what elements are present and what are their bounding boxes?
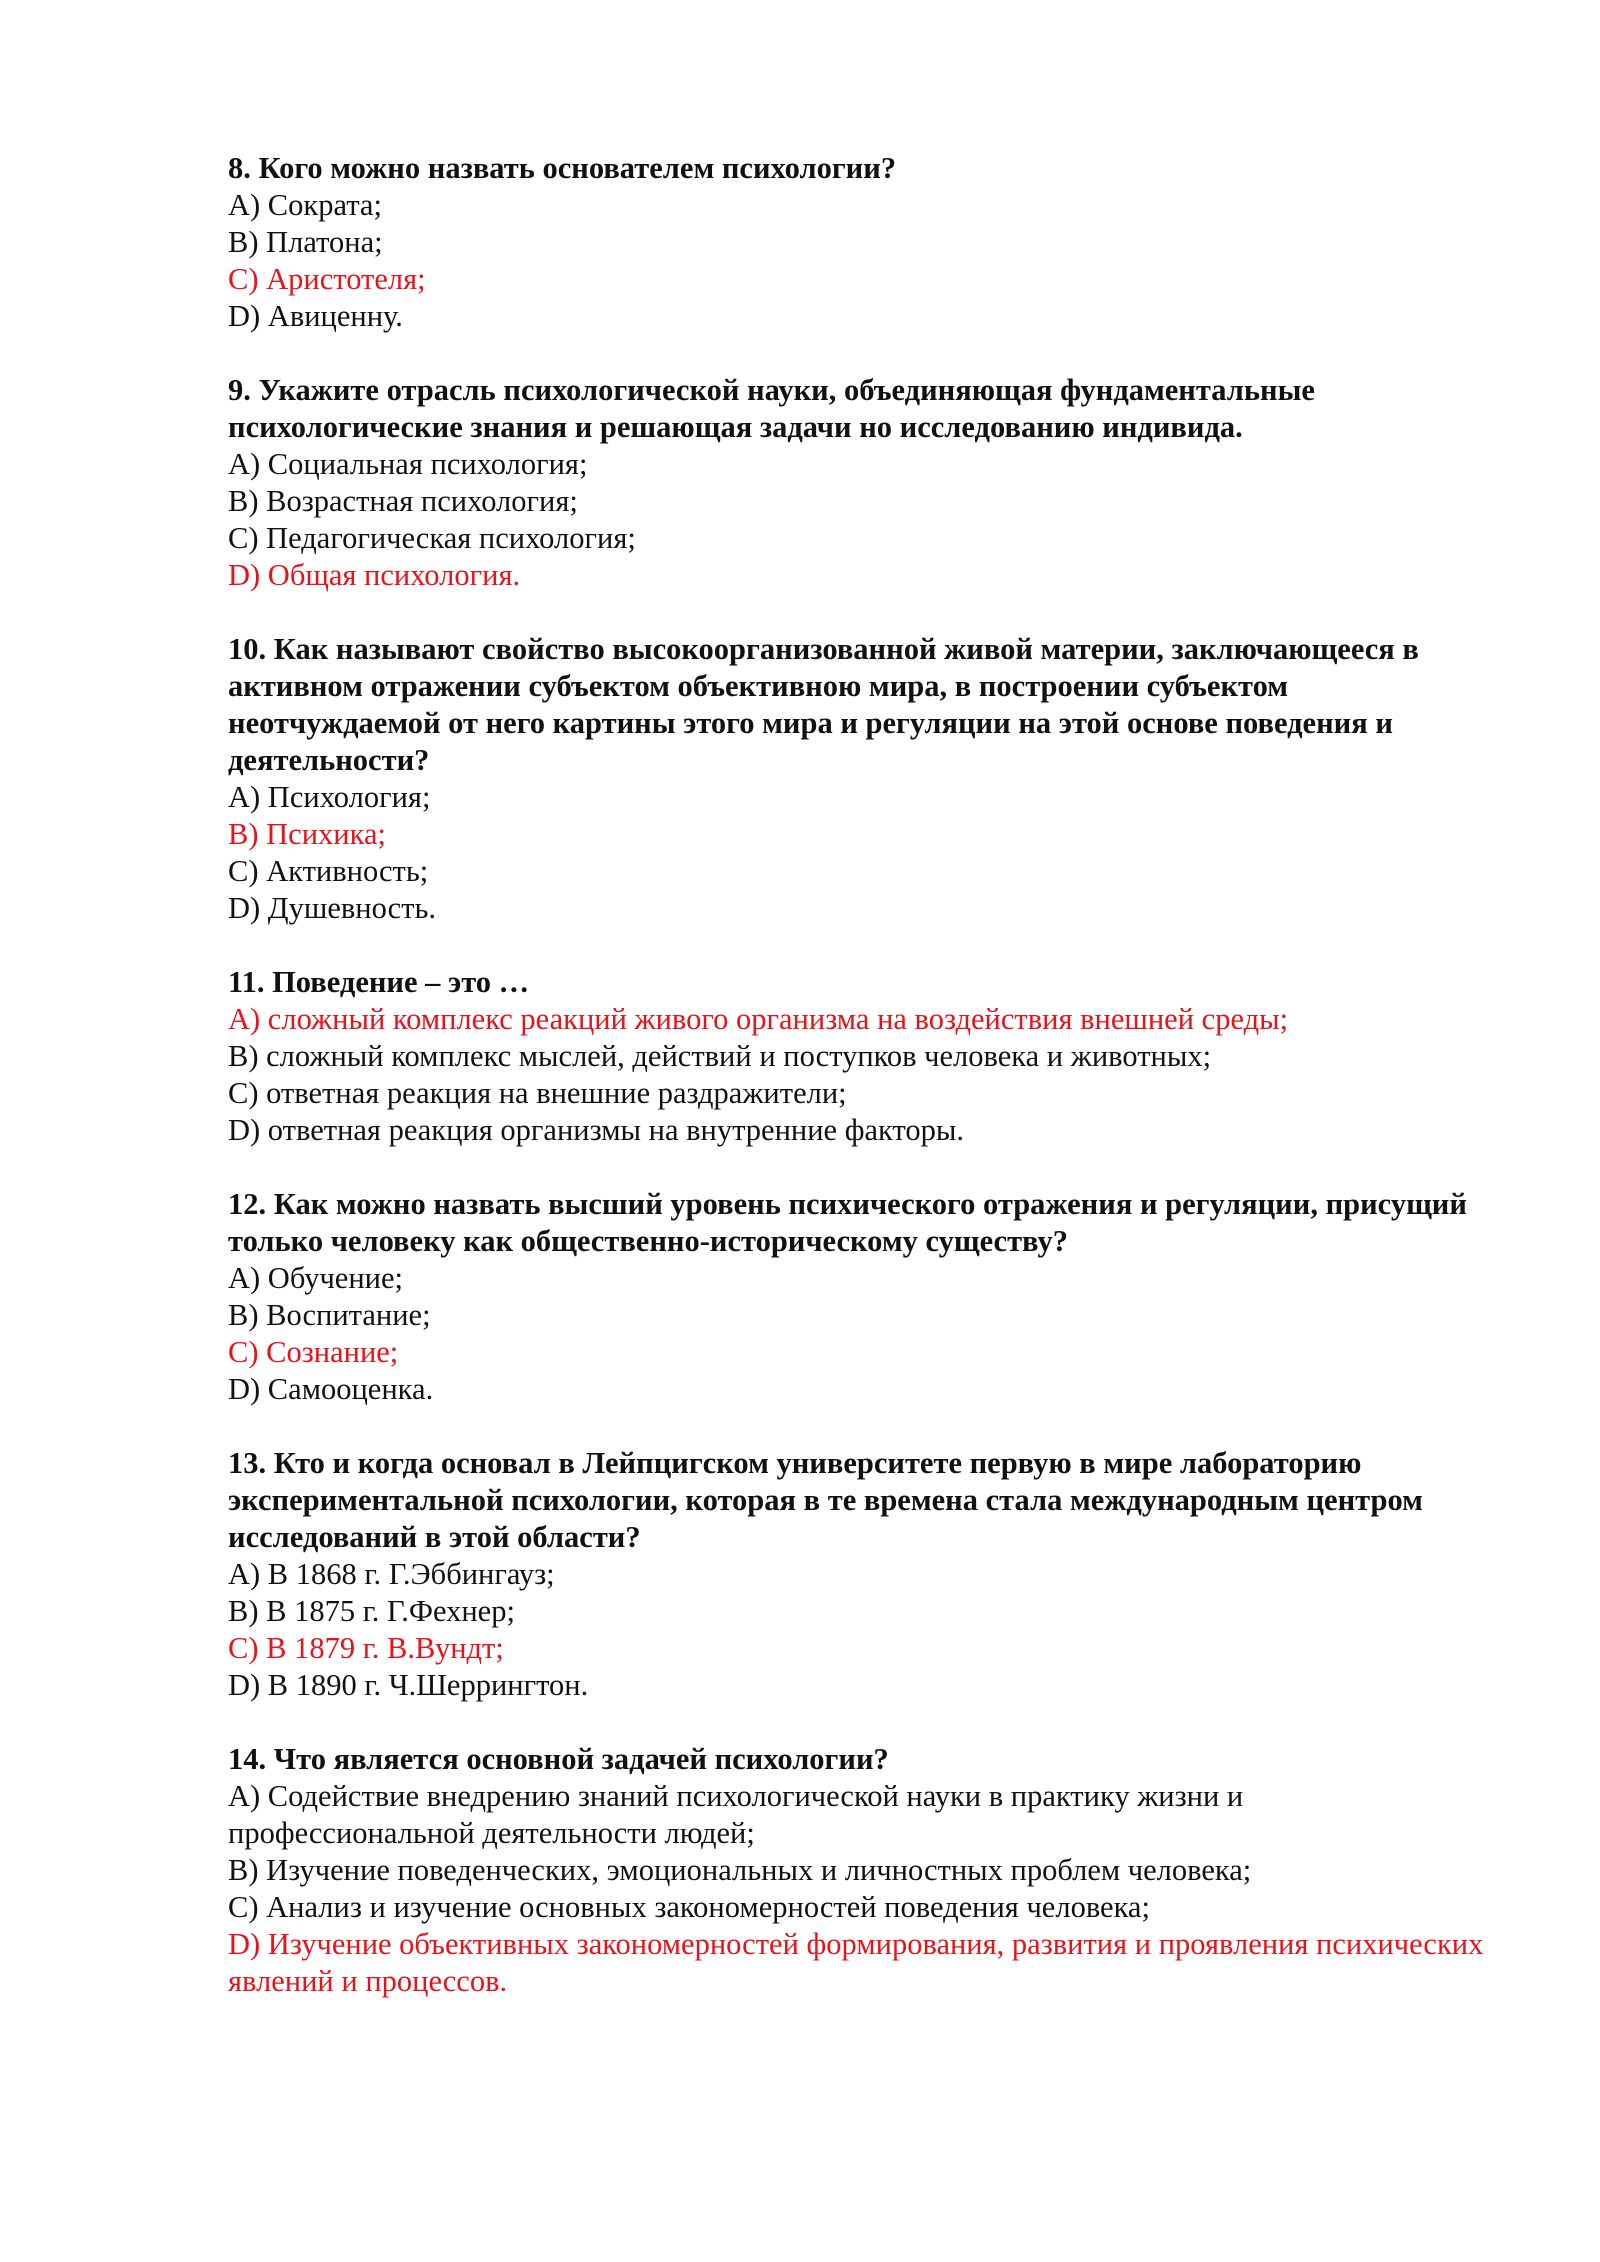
answer-option: D) В 1890 г. Ч.Шеррингтон. <box>228 1668 589 1702</box>
correct-answer-option: D) Общая психология. <box>228 558 521 592</box>
document-page <box>228 150 1488 2037</box>
answer-options <box>228 187 1488 335</box>
answer-option: D) Авиценну. <box>228 299 403 333</box>
answer-option: A) Психология; <box>228 780 431 814</box>
answer-option: B) Изучение поведенческих, эмоциональных и личностных проблем человека; <box>228 1853 1252 1887</box>
correct-answer-option: C) Аристотеля; <box>228 262 426 296</box>
answer-options <box>228 779 1488 927</box>
answer-option: B) Платона; <box>228 225 383 259</box>
answer-options <box>228 1778 1488 2000</box>
answer-option: C) Активность; <box>228 854 429 888</box>
answer-option: B) В 1875 г. Г.Фехнер; <box>228 1594 515 1628</box>
answer-option: C) Анализ и изучение основных закономерностей поведения человека; <box>228 1890 1150 1924</box>
answer-options <box>228 1260 1488 1408</box>
question-text: 9. Укажите отрасль психологической науки, объединяющая фундаментальные психологические знания и решающая задачи но исследованию индивида. <box>228 373 1315 444</box>
correct-answer-option: A) сложный комплекс реакций живого организма на воздействия внешней среды; <box>228 1002 1289 1036</box>
answer-option: D) Душевность. <box>228 891 437 925</box>
question-text: 11. Поведение – это … <box>228 965 530 999</box>
answer-option: A) Обучение; <box>228 1261 403 1295</box>
question-block <box>228 150 1488 335</box>
correct-answer-option: C) Сознание; <box>228 1335 399 1369</box>
question-text: 13. Кто и когда основал в Лейпцигском университете первую в мире лабораторию экспериментальной психологии, которая в те времена стала международным центром исследований в этой области? <box>228 1446 1423 1554</box>
answer-option: B) Возрастная психология; <box>228 484 578 518</box>
question-text: 10. Как называют свойство высокоорганизованной живой материи, заключающееся в активном отражении субъектом объективною мира, в построении субъектом неотчуждаемой от него картины этого мира и регуляции на этой основе поведения и деятельности? <box>228 632 1419 777</box>
question-text: 8. Кого можно назвать основателем психологии? <box>228 151 897 185</box>
answer-option: A) В 1868 г. Г.Эббингауз; <box>228 1557 555 1591</box>
answer-option: A) Социальная психология; <box>228 447 588 481</box>
correct-answer-option: D) Изучение объективных закономерностей формирования, развития и проявления психических явлений и процессов. <box>228 1927 1484 1998</box>
question-block <box>228 1741 1488 2000</box>
question-block <box>228 372 1488 594</box>
answer-option: A) Содействие внедрению знаний психологической науки в практику жизни и профессиональной деятельности людей; <box>228 1779 1244 1850</box>
question-text: 14. Что является основной задачей психологии? <box>228 1742 889 1776</box>
answer-option: B) сложный комплекс мыслей, действий и поступков человека и животных; <box>228 1039 1212 1073</box>
answer-options <box>228 1001 1488 1149</box>
correct-answer-option: B) Психика; <box>228 817 386 851</box>
answer-option: C) ответная реакция на внешние раздражители; <box>228 1076 847 1110</box>
question-block <box>228 964 1488 1149</box>
answer-option: C) Педагогическая психология; <box>228 521 636 555</box>
answer-option: D) ответная реакция организмы на внутренние факторы. <box>228 1113 964 1147</box>
correct-answer-option: C) В 1879 г. В.Вундт; <box>228 1631 504 1665</box>
answer-option: A) Сократа; <box>228 188 382 222</box>
answer-options <box>228 446 1488 594</box>
question-block <box>228 1445 1488 1704</box>
answer-option: D) Самооценка. <box>228 1372 434 1406</box>
question-block <box>228 631 1488 927</box>
answer-options <box>228 1556 1488 1704</box>
question-text: 12. Как можно назвать высший уровень психического отражения и регуляции, присущий только человеку как общественно-историческому существу? <box>228 1187 1467 1258</box>
question-block <box>228 1186 1488 1408</box>
answer-option: B) Воспитание; <box>228 1298 431 1332</box>
